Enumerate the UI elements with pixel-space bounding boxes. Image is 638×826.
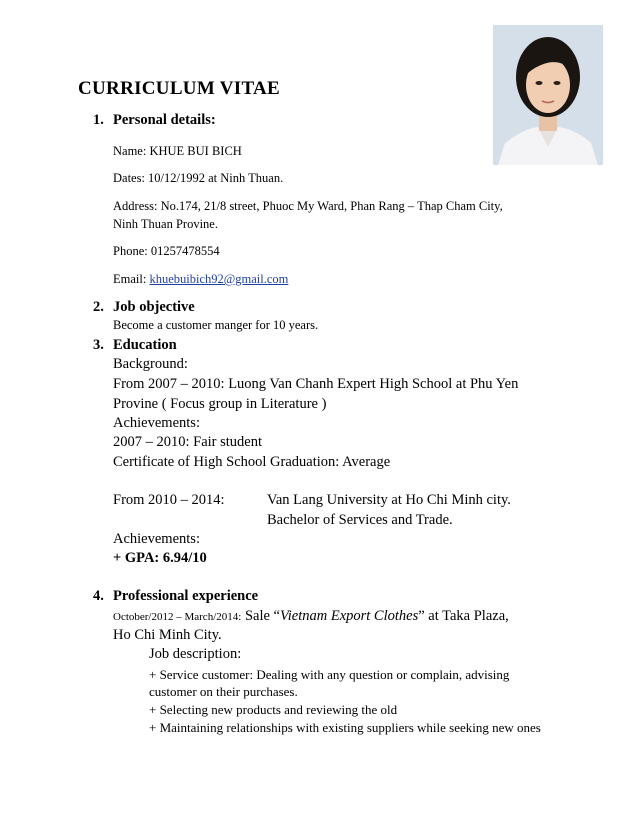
- section-number: 1.: [93, 112, 104, 128]
- page-title: CURRICULUM VITAE: [78, 78, 281, 99]
- personal-name: Name: KHUE BUI BICH: [113, 144, 242, 158]
- education-achievements-label: Achievements:: [113, 415, 200, 431]
- section-heading-objective: [93, 299, 195, 316]
- section-heading-education: [93, 337, 177, 354]
- education-line-3: 2007 – 2010: Fair student: [113, 434, 263, 450]
- objective-text: Become a customer manger for 10 years.: [113, 318, 319, 332]
- section-heading-personal: [93, 112, 216, 129]
- section-number: 4.: [93, 588, 104, 604]
- personal-email-row: [113, 272, 288, 287]
- section-title: Education: [113, 337, 177, 353]
- duty-item: + Service customer: Dealing with any question or complain, advising: [149, 667, 510, 682]
- experience-city: Ho Chi Minh City.: [113, 627, 222, 643]
- education-line-2: Provine ( Focus group in Literature ): [113, 396, 327, 412]
- education-gpa: + GPA: 6.94/10: [113, 550, 207, 566]
- profile-photo: [493, 25, 603, 165]
- education-achievements-label-2: Achievements:: [113, 531, 200, 547]
- section-number: 2.: [93, 299, 104, 315]
- email-link[interactable]: khuebuibich92@gmail.com: [149, 272, 289, 286]
- university-period: From 2010 – 2014:: [113, 492, 225, 508]
- personal-phone: Phone: 01257478554: [113, 244, 220, 258]
- duty-item: customer on their purchases.: [149, 684, 298, 699]
- section-title: Professional experience: [113, 588, 259, 604]
- section-heading-experience: [93, 588, 258, 605]
- section-title: Personal details:: [113, 112, 216, 128]
- personal-dates: Dates: 10/12/1992 at Ninh Thuan.: [113, 171, 284, 185]
- duty-item: + Selecting new products and reviewing the old: [149, 702, 398, 717]
- education-line-4: Certificate of High School Graduation: Average: [113, 454, 391, 470]
- job-description-label: Job description:: [149, 646, 242, 662]
- duty-item: + Maintaining relationships with existing suppliers while seeking new ones: [149, 720, 541, 735]
- experience-role-line: [113, 607, 509, 625]
- section-number: 3.: [93, 337, 104, 353]
- section-title: Job objective: [113, 299, 195, 315]
- personal-address-line2: Ninh Thuan Provine.: [113, 217, 218, 231]
- education-line-1: From 2007 – 2010: Luong Van Chanh Expert High School at Phu Yen: [113, 376, 519, 392]
- experience-role-prefix: Sale “: [241, 608, 280, 624]
- university-degree: Bachelor of Services and Trade.: [267, 512, 453, 528]
- education-background-label: Background:: [113, 356, 188, 372]
- university-name: Van Lang University at Ho Chi Minh city.: [267, 492, 511, 508]
- email-label: Email:: [113, 272, 150, 286]
- experience-company: Vietnam Export Clothes: [279, 608, 419, 624]
- experience-role-suffix: ” at Taka Plaza,: [418, 608, 509, 624]
- personal-address-line1: Address: No.174, 21/8 street, Phuoc My Ward, Phan Rang – Thap Cham City,: [113, 199, 503, 213]
- experience-period: October/2012 – March/2014:: [113, 611, 242, 623]
